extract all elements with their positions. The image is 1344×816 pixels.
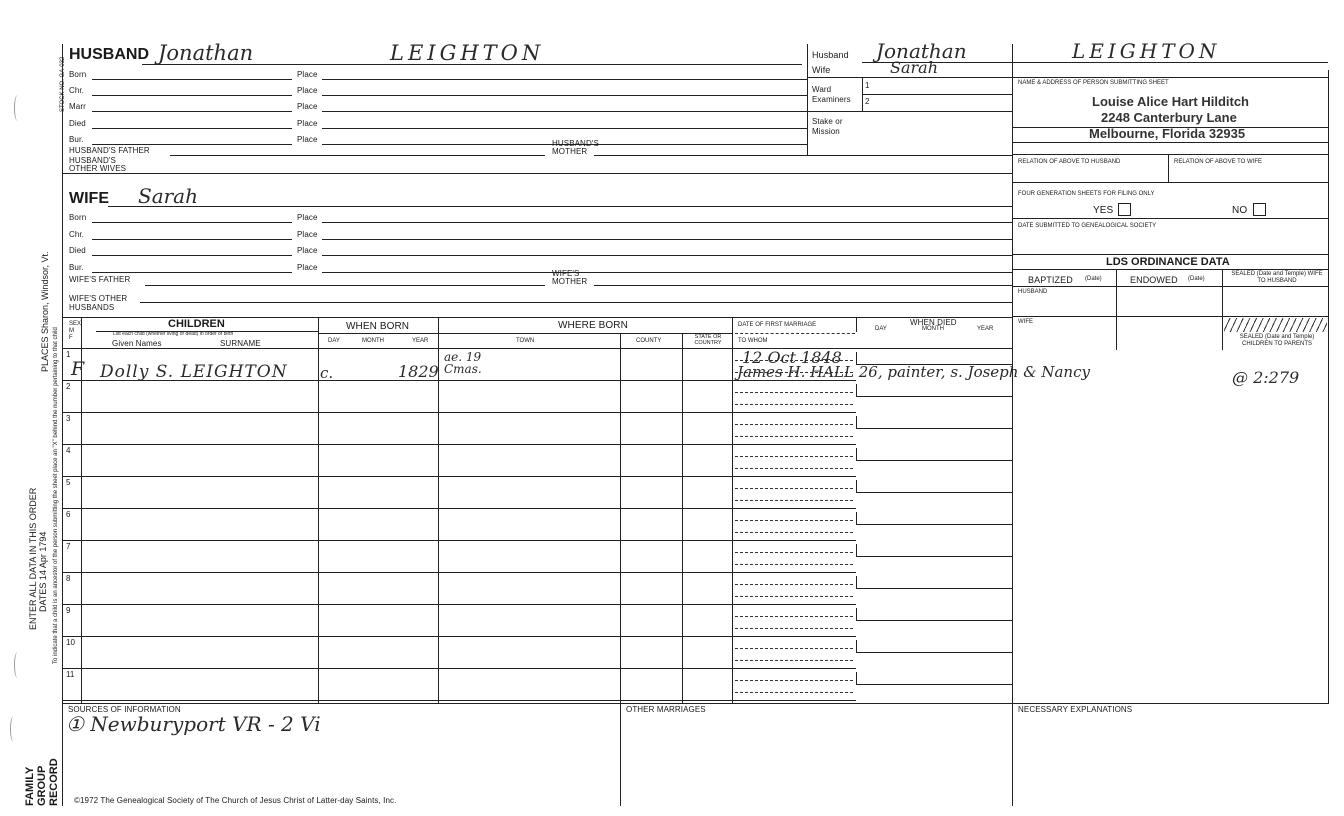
child-1-born-year[interactable]: 1829 xyxy=(398,362,439,381)
ward-label: Ward xyxy=(812,85,832,94)
other-marriages-label: OTHER MARRIAGES xyxy=(626,705,706,714)
county-header: COUNTY xyxy=(636,338,662,344)
row-divider xyxy=(62,604,856,605)
husband-bur-label: Bur. xyxy=(69,135,84,144)
child-row-number: 11 xyxy=(66,670,75,679)
child-row-number: 10 xyxy=(66,638,75,647)
wife-died-label: Died xyxy=(69,246,86,255)
row-divider xyxy=(62,540,856,541)
marriage-dash-line xyxy=(735,520,853,521)
place-label: Place xyxy=(297,135,318,144)
when-died-field[interactable] xyxy=(856,416,1013,429)
children-header: CHILDREN xyxy=(168,318,225,330)
place-label: Place xyxy=(297,119,318,128)
wifes-father-label: WIFE'S FATHER xyxy=(69,275,131,284)
child-row-number: 3 xyxy=(66,414,71,423)
when-died-field[interactable] xyxy=(856,608,1013,621)
examiner-1: 1 xyxy=(865,81,870,90)
places-side-label: PLACES Sharon, Windsor, Vt. xyxy=(40,251,50,372)
header-husband-label: Husband xyxy=(812,50,849,60)
wife-born-label: Born xyxy=(69,213,87,222)
side-enter-order: ENTER ALL DATA IN THIS ORDER xyxy=(28,487,38,630)
town-header: TOWN xyxy=(516,338,535,344)
stake-label: Stake or Mission xyxy=(812,117,843,136)
when-born-header: WHEN BORN xyxy=(346,321,410,332)
header-husband-given[interactable]: Jonathan xyxy=(876,39,967,63)
child-1-reference[interactable]: @ 2:279 xyxy=(1232,368,1300,387)
header-husband-surname[interactable]: LEIGHTON xyxy=(1072,39,1221,63)
sources-label: SOURCES OF INFORMATION xyxy=(68,705,181,714)
when-died-field[interactable] xyxy=(856,448,1013,461)
husband-label: HUSBAND xyxy=(69,46,149,63)
child-1-born-day[interactable]: c. xyxy=(320,364,334,382)
submitter-street[interactable]: 2248 Canterbury Lane xyxy=(1101,110,1237,125)
side-instruction: To indicate that a child is an ancestor of the person submitting the sheet place an "X" behind the number pertaining to that child xyxy=(53,327,59,664)
state-header: STATE OR COUNTRY xyxy=(694,334,722,346)
necessary-explanations-label: NECESSARY EXPLANATIONS xyxy=(1018,705,1133,714)
given-names-header: Given Names xyxy=(112,339,162,348)
marriage-dash-line xyxy=(735,660,853,661)
child-1-spouse[interactable]: James H. HALL 26, painter, s. Joseph & Nancy xyxy=(737,363,1090,381)
marriage-dash-line xyxy=(735,584,853,585)
place-label: Place xyxy=(297,102,318,111)
child-row-number: 1 xyxy=(66,350,71,359)
marriage-dash-line xyxy=(735,532,853,533)
child-row-number: 8 xyxy=(66,574,71,583)
marriage-dash-line xyxy=(735,392,853,393)
when-died-field[interactable] xyxy=(856,512,1013,525)
hatched-area xyxy=(1224,318,1327,332)
place-label: Place xyxy=(297,86,318,95)
relation-to-husband-label: RELATION OF ABOVE TO HUSBAND xyxy=(1018,159,1121,165)
year-header: YEAR xyxy=(412,338,429,344)
marriage-dash-line xyxy=(735,616,853,617)
sealed-wife-label: SEALED (Date and Temple) WIFE TO HUSBAND xyxy=(1231,271,1323,284)
husbands-other-wives-label: HUSBAND'S OTHER WIVES xyxy=(69,156,127,173)
month-header: MONTH xyxy=(362,338,384,344)
place-label: Place xyxy=(297,213,318,222)
first-marriage-header: DATE OF FIRST MARRIAGE xyxy=(738,322,817,328)
wife-given-name[interactable]: Sarah xyxy=(138,184,198,208)
lds-husband-label: HUSBAND xyxy=(1018,289,1048,295)
wife-label: WIFE xyxy=(69,190,109,207)
husband-chr-label: Chr. xyxy=(69,86,85,95)
child-row-number: 9 xyxy=(66,606,71,615)
row-divider xyxy=(62,412,856,413)
stock-number: STOCK NO. GA-032 xyxy=(60,56,66,112)
marriage-dash-line xyxy=(735,488,853,489)
to-whom-header: TO WHOM xyxy=(738,338,768,344)
wife-chr-label: Chr. xyxy=(69,230,85,239)
title-line-2: GROUP xyxy=(36,765,48,806)
examiners-label: Examiners xyxy=(812,95,851,104)
place-label: Place xyxy=(297,263,318,272)
when-died-field[interactable] xyxy=(856,544,1013,557)
row-divider xyxy=(62,476,856,477)
header-wife-label: Wife xyxy=(812,65,831,75)
husbands-father-label: HUSBAND'S FATHER xyxy=(69,146,150,155)
marriage-dash-line xyxy=(735,596,853,597)
baptized-date-label: (Date) xyxy=(1085,276,1102,282)
marriage-dash-line xyxy=(735,468,853,469)
yes-checkbox[interactable] xyxy=(1118,203,1131,216)
when-died-header: WHEN DIED xyxy=(910,318,957,327)
relation-to-wife-label: RELATION OF ABOVE TO WIFE xyxy=(1174,159,1263,165)
marriage-dash-line xyxy=(735,648,853,649)
punch-hole xyxy=(14,95,21,121)
child-row-number: 2 xyxy=(66,382,71,391)
title-line-1: FAMILY xyxy=(24,766,36,806)
submitter-city[interactable]: Melbourne, Florida 32935 xyxy=(1089,126,1246,141)
child-1-sex[interactable]: F xyxy=(71,358,85,380)
marriage-dash-line xyxy=(735,500,853,501)
day-header: DAY xyxy=(328,338,340,344)
when-died-field[interactable] xyxy=(856,640,1013,653)
child-row-number: 4 xyxy=(66,446,71,455)
title-line-3: RECORD xyxy=(48,758,60,806)
died-day-header: DAY xyxy=(875,326,887,332)
submitter-label: NAME & ADDRESS OF PERSON SUBMITTING SHEET xyxy=(1018,80,1169,86)
when-died-field[interactable] xyxy=(856,480,1013,493)
endowed-date-label: (Date) xyxy=(1188,276,1205,282)
marriage-dash-line xyxy=(735,404,853,405)
punch-hole xyxy=(10,716,17,742)
husband-surname[interactable]: LEIGHTON xyxy=(390,41,545,65)
submitter-name[interactable]: Louise Alice Hart Hilditch xyxy=(1092,94,1249,109)
side-dates: DATES 14 Apr 1794 xyxy=(38,531,48,612)
header-wife-given[interactable]: Sarah xyxy=(890,58,938,77)
wifes-other-husbands-label: WIFE'S OTHER HUSBANDS xyxy=(69,294,128,312)
row-divider xyxy=(62,668,856,669)
marriage-dash-line xyxy=(735,628,853,629)
when-died-field[interactable] xyxy=(856,384,1013,397)
endowed-label: ENDOWED xyxy=(1130,275,1178,285)
row-divider xyxy=(62,508,856,509)
husband-given-name[interactable]: Jonathan xyxy=(158,41,254,65)
husband-born-label: Born xyxy=(69,70,87,79)
husbands-mother-label: HUSBAND'S MOTHER xyxy=(552,139,599,156)
examiner-2: 2 xyxy=(865,97,870,106)
husband-marr-label: Marr xyxy=(69,102,86,111)
marriage-dash-line xyxy=(735,436,853,437)
row-divider xyxy=(62,572,856,573)
copyright: ©1972 The Genealogical Society of The Church of Jesus Christ of Latter-day Saints, Inc. xyxy=(74,796,397,805)
four-generation-label: FOUR GENERATION SHEETS FOR FILING ONLY xyxy=(1018,191,1155,197)
surname-header: SURNAME xyxy=(220,339,261,348)
row-divider xyxy=(62,636,856,637)
lds-wife-label: WIFE xyxy=(1018,319,1033,325)
child-1-marriage-date[interactable]: 12 Oct 1848 xyxy=(742,348,842,367)
sex-header: SEX M F xyxy=(69,321,82,341)
marriage-dash-line xyxy=(735,564,853,565)
when-died-field[interactable] xyxy=(856,672,1013,685)
marriage-dash-line xyxy=(735,456,853,457)
yes-label: YES xyxy=(1093,205,1114,216)
place-label: Place xyxy=(297,246,318,255)
place-label: Place xyxy=(297,70,318,79)
lds-title: LDS ORDINANCE DATA xyxy=(1106,256,1230,268)
source-entry-1[interactable]: ① Newburyport VR - 2 Vi xyxy=(66,712,321,736)
row-divider xyxy=(62,444,856,445)
died-month-header: MONTH xyxy=(922,326,944,332)
baptized-label: BAPTIZED xyxy=(1028,275,1073,285)
children-subheader: List each child (whether living or dead) in order of birth xyxy=(113,331,234,337)
when-died-field[interactable] xyxy=(856,576,1013,589)
child-row-number: 7 xyxy=(66,542,71,551)
marriage-dash-line xyxy=(735,424,853,425)
wifes-mother-label: WIFE'S MOTHER xyxy=(552,269,588,286)
wife-bur-label: Bur. xyxy=(69,263,84,272)
child-1-name[interactable]: Dolly S. LEIGHTON xyxy=(100,362,288,382)
child-row-number: 5 xyxy=(66,478,71,487)
child-row-number: 6 xyxy=(66,510,71,519)
marriage-dash-line xyxy=(735,692,853,693)
died-year-header: YEAR xyxy=(977,326,994,332)
marriage-dash-line xyxy=(735,680,853,681)
child-1-town[interactable]: ae. 19 Cmas. xyxy=(444,350,482,376)
date-submitted-label: DATE SUBMITTED TO GENEALOGICAL SOCIETY xyxy=(1018,223,1157,229)
punch-hole xyxy=(14,652,21,678)
sealed-children-label: SEALED (Date and Temple) CHILDREN TO PARENTS xyxy=(1239,334,1315,347)
where-born-header: WHERE BORN xyxy=(558,320,628,331)
place-label: Place xyxy=(297,230,318,239)
no-checkbox[interactable] xyxy=(1253,203,1266,216)
no-label: NO xyxy=(1232,205,1248,216)
husband-died-label: Died xyxy=(69,119,86,128)
row-divider xyxy=(62,700,856,701)
marriage-dash-line xyxy=(735,552,853,553)
